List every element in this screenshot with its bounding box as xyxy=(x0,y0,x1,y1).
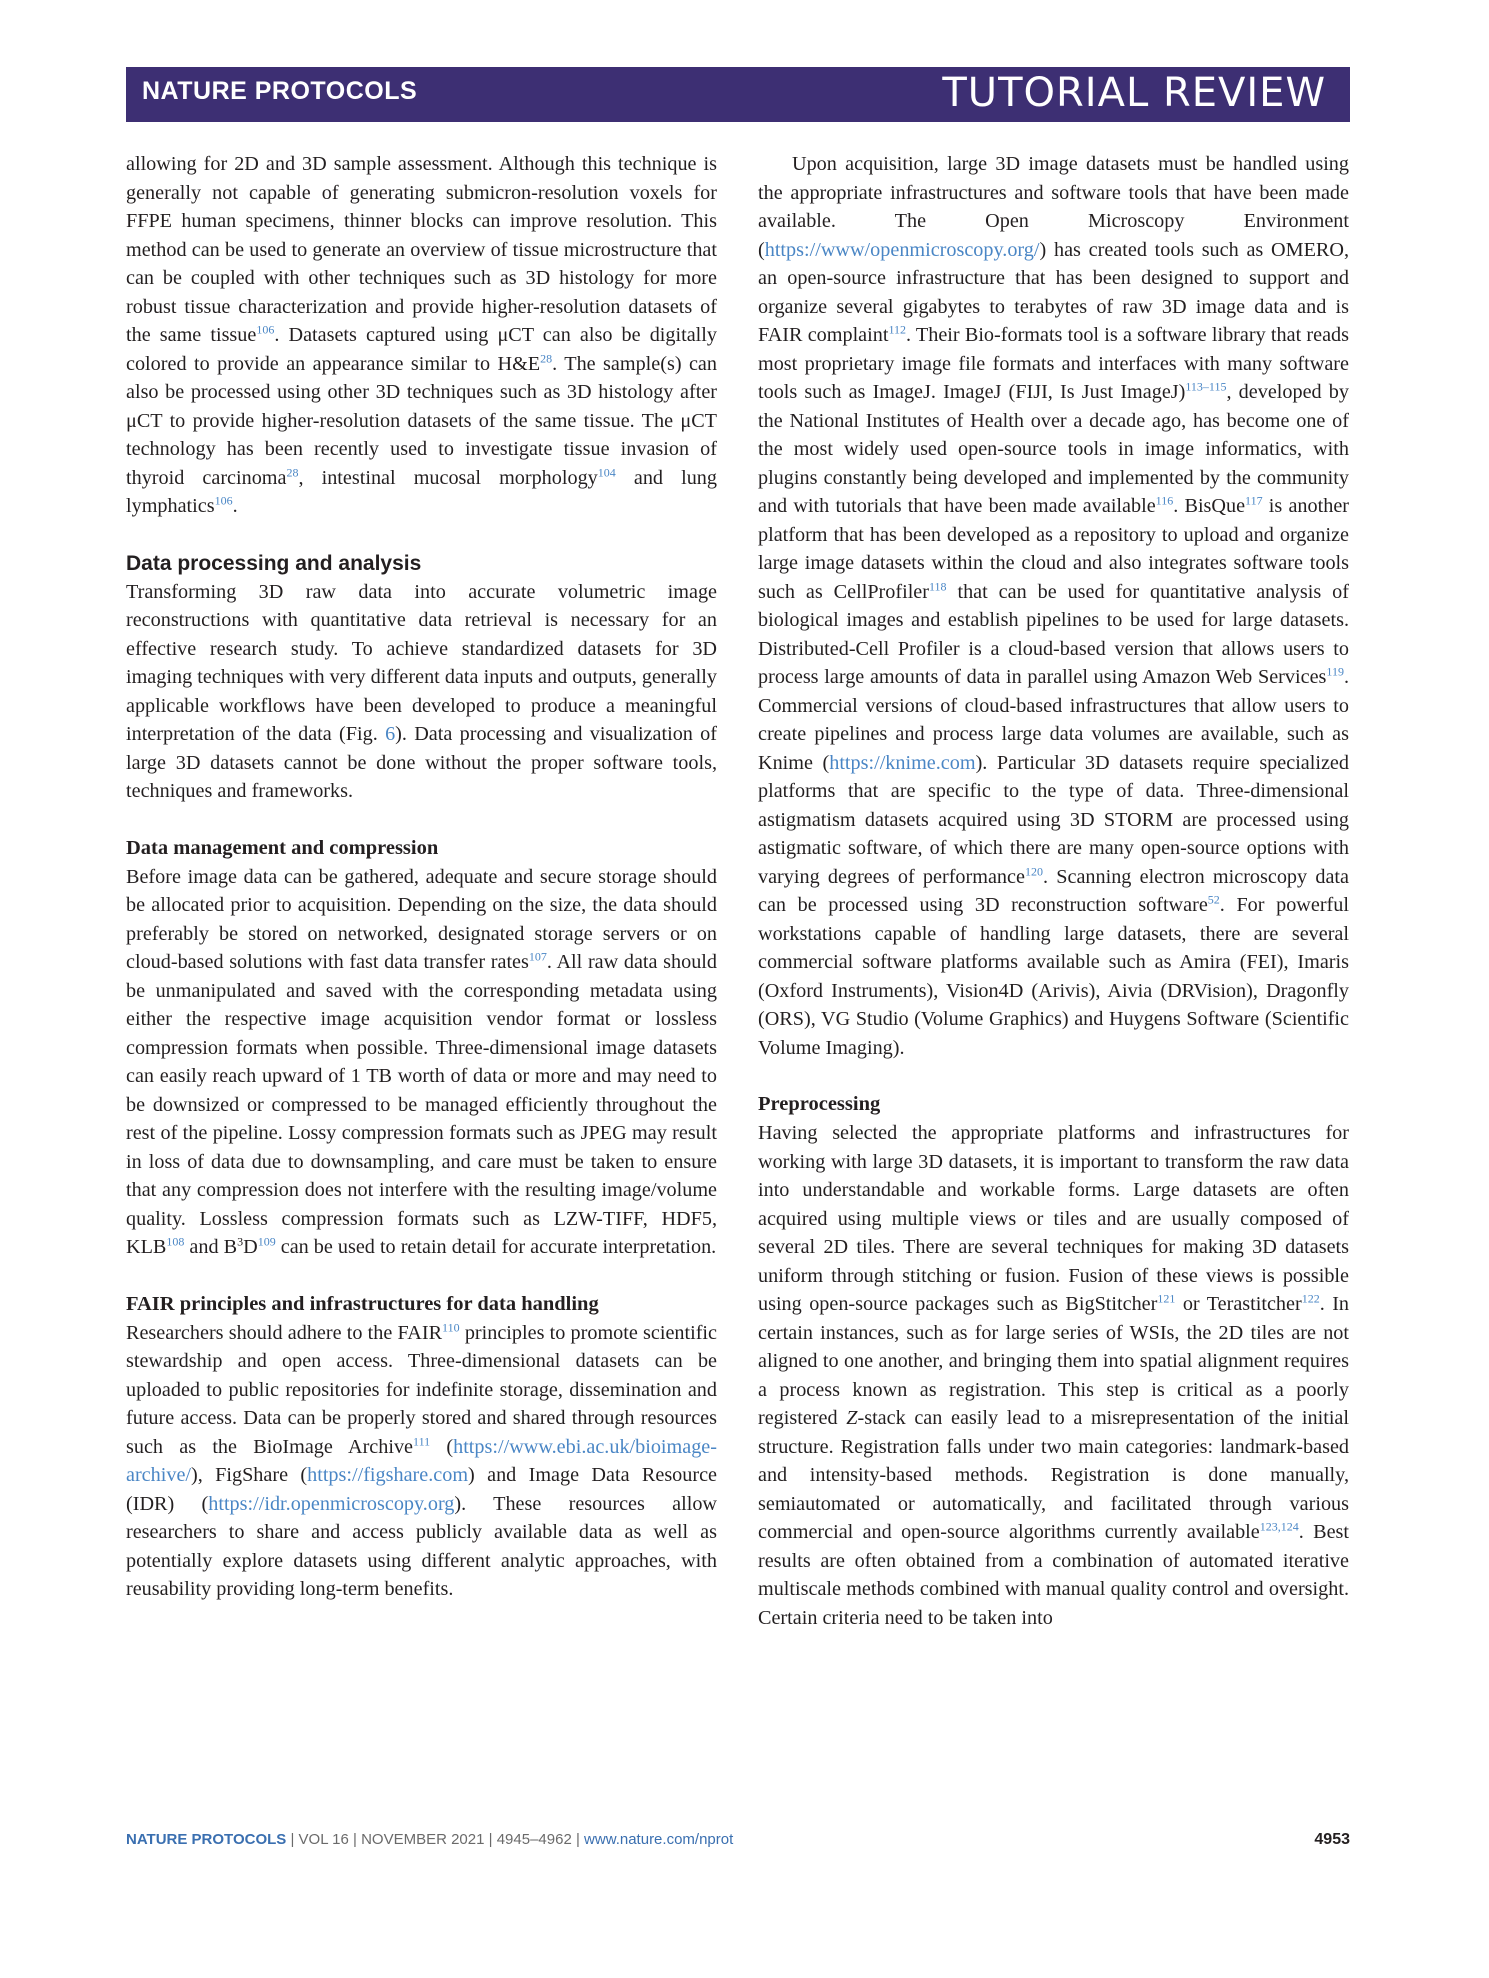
url-link[interactable]: https://knime.com xyxy=(829,751,976,774)
subsection-heading: Data management and compression xyxy=(126,836,439,859)
citation-link[interactable]: 52 xyxy=(1207,892,1220,907)
right-column xyxy=(758,150,1349,1632)
figure-link[interactable]: 6 xyxy=(385,723,396,745)
citation-link[interactable]: 121 xyxy=(1157,1291,1176,1306)
footer-date: NOVEMBER 2021 xyxy=(361,1831,485,1848)
citation-link[interactable]: 123,124 xyxy=(1259,1519,1299,1534)
url-link[interactable]: https://www/openmicroscopy.org/ xyxy=(764,238,1040,261)
citation-link[interactable]: 119 xyxy=(1326,664,1344,679)
journal-name: NATURE PROTOCOLS xyxy=(142,77,418,105)
citation-link[interactable]: 111 xyxy=(413,1433,431,1448)
citation-link[interactable]: 28 xyxy=(540,350,553,365)
subsection-heading: FAIR principles and infrastructures for data handling xyxy=(126,1292,599,1315)
citation-link[interactable]: 120 xyxy=(1024,863,1043,878)
section-heading: Data processing and analysis xyxy=(126,551,422,575)
paragraph: Transforming 3D raw data into accurate volumetric image reconstructions with quantitative data retrieval is necessary for an effective research study. To achieve standardized datasets for 3D imaging techniques with very different data inputs and outputs, generally applicable workflows have been developed to produce a meaningful interpretation of the data (Fig. 6). Data processing and visualization of large 3D datasets cannot be done without the proper software tools, techniques and frameworks. xyxy=(126,580,717,802)
page-header xyxy=(126,67,1350,122)
paragraph: allowing for 2D and 3D sample assessment. Although this technique is generally not capable of generating submicron-resolution voxels for FFPE human specimens, thinner blocks can improve resolution. This method can be used to generate an overview of tissue microstructure that can be coupled with other techniques such as 3D histology for more robust tissue characterization and provide higher-resolution datasets of the same tissue$^{106}$. Datasets captured using μCT can also be digitally colored to provide an appearance similar to $H\&E^{28}$. The sample(s) can also be processed using other 3D techniques such as 3D histology after μCT to provide higher-resolution datasets of the same tissue. The μCT technology has been recently used to investigate tissue invasion of thyroid carcinoma$^{28}$, intestinal mucosal morphology$^{104}$ and lung lymphatics$^{106}$. xyxy=(126,153,717,517)
citation-link[interactable]: 116 xyxy=(1155,493,1174,508)
citation-link[interactable]: 122 xyxy=(1301,1291,1320,1306)
superscript: 3 xyxy=(237,1234,244,1249)
left-column xyxy=(126,150,717,1604)
page-number: 4953 xyxy=(1314,1831,1350,1848)
url-link[interactable]: https://idr.openmicroscopy.org xyxy=(208,1492,455,1515)
page-footer: NATURE PROTOCOLS | VOL 16 | NOVEMBER 2021 | 4945–4962 | www.nature.com/nprot 4953 xyxy=(126,1831,1350,1848)
article-type: TUTORIAL REVIEW xyxy=(942,70,1326,116)
url-link[interactable]: https://figshare.com xyxy=(307,1464,469,1486)
subsection-heading: Preprocessing xyxy=(758,1093,881,1115)
footer-url-link[interactable]: www.nature.com/nprot xyxy=(584,1831,734,1848)
citation-link[interactable]: 106 xyxy=(214,493,233,508)
citation-link[interactable]: 117 xyxy=(1245,493,1263,508)
footer-volume: VOL 16 xyxy=(298,1831,349,1848)
citation-link[interactable]: 108 xyxy=(166,1234,185,1249)
footer-journal: NATURE PROTOCOLS xyxy=(126,1831,287,1848)
footer-pages: 4945–4962 xyxy=(496,1831,572,1848)
citation-link[interactable]: 110 xyxy=(442,1319,460,1334)
paragraph: Upon acquisition, large 3D image datasets must be handled using the appropriate infrastructures and software tools that have been made available. The Open Microscopy Environment (https://www/openmicroscopy.org/) has created tools such as OMERO, an open-source infrastructure that has been designed to support and organize several gigabytes to terabytes of raw 3D image data and is FAIR complaint$^{112}$. Their Bio-formats tool is a software library that reads most proprietary image file formats and interfaces with many software tools such as ImageJ. ImageJ (FIJI, Is Just ImageJ)$^{113-115}$, developed by the National Institutes of Health over a decade ago, has become one of the most widely used open-source tools in image informatics, with plugins constantly being developed and implemented by the community and with tutorials that have been made available$^{116}$. BisQue$^{117}$ is another platform that has been developed as a repository to upload and organize large image datasets within the cloud and also integrates software tools such as CellProfiler$^{118}$ that can be used for quantitative analysis of biological images and establish pipelines to be used for large datasets. Distributed-Cell Profiler is a cloud-based version that allows users to process large amounts of data in parallel using Amazon Web Services$^{119}$. Commercial versions of cloud-based infrastructures that allow users to create pipelines and process large data volumes are available, such as Knime (https://knime.com). Particular 3D datasets require specialized platforms that are specific to the type of data. Three-dimensional astigmatism datasets acquired using 3D STORM are processed using astigmatic software, of which there are many open-source options with varying degrees of performance$^{120}$. Scanning electron microscopy data can be processed using 3D reconstruction software$^{52}$. For powerful workstations capable of handling large datasets, there are several commercial software platforms available such as Amira (FEI), Imaris (Oxford Instruments), Vision4D (Arivis), Aivia (DRVision), Dragonfly (ORS), VG Studio (Volume Graphics) and Huygens Software (Scientific Volume Imaging). xyxy=(758,153,1350,1059)
citation-link[interactable]: 112 xyxy=(888,322,907,337)
url-link[interactable]: https://www.ebi.ac.uk/bioimage-archive/ xyxy=(126,1435,717,1486)
citation-link[interactable]: 113–115 xyxy=(1185,379,1227,394)
paragraph: Before image data can be gathered, adequate and secure storage should be allocated prior to acquisition. Depending on the size, the data should preferably be stored on networked, designated storage servers or on cloud-based solutions with fast data transfer rates$^{107}$. All raw data should be unmanipulated and saved with the corresponding metadata using either the respective image acquisition vendor format or lossless compression formats when possible. Three-dimensional image datasets can easily reach upward of 1 TB worth of data or more and may need to be downsized or compressed to be managed efficiently throughout the rest of the pipeline. Lossy compression formats such as JPEG may result in loss of data due to downsampling, and care must be taken to ensure that any compression does not interfere with the resulting image/volume quality. Lossless compression formats such as LZW-TIFF, HDF5, KLB$^{108}$ and $B^3D^{109}$ can be used to retain detail for accurate interpretation. xyxy=(126,865,717,1258)
citation-link[interactable]: 107 xyxy=(528,949,547,964)
citation-link[interactable]: 106 xyxy=(256,322,275,337)
citation-link[interactable]: 28 xyxy=(286,464,299,479)
paragraph: Researchers should adhere to the FAIR$^{110}$ principles to promote scientific stewardship and open access. Three-dimensional datasets can be uploaded to public repositories for indefinite storage, dissemination and future access. Data can be properly stored and shared through resources such as the BioImage Archive$^{111}$ (https://www.ebi.ac.uk/bioimage-archive/), FigShare (https://figshare.com) and Image Data Resource (IDR) (https://idr.openmicroscopy.org). These resources allow researchers to share and access publicly available data as well as potentially explore datasets using different analytic approaches, with reusability providing long-term benefits. xyxy=(126,1319,718,1600)
citation-link[interactable]: 109 xyxy=(257,1234,276,1249)
citation-link[interactable]: 118 xyxy=(928,578,947,593)
citation-link[interactable]: 104 xyxy=(597,464,616,479)
paragraph: Having selected the appropriate platforms and infrastructures for working with large 3D datasets, it is important to transform the raw data into understandable and workable forms. Large datasets are often acquired using multiple views or tiles and are usually composed of several 2D tiles. There are several techniques for making 3D datasets uniform through stitching or fusion. Fusion of these views is possible using open-source packages such as BigStitcher$^{121}$ or Terastitcher$^{122}$. In certain instances, such as for large series of WSIs, the 2D tiles are not aligned to one another, and bringing them into spatial alignment requires a process known as registration. This step is critical as a poorly registered Z-stack can easily lead to a misrepresentation of the initial structure. Registration falls under two main categories: landmark-based and intensity-based methods. Registration is done manually, semiautomated or automatically, and facilitated through various commercial and open-source algorithms currently available$^{123,124}$. Best results are often obtained from a combination of automated iterative multiscale methods combined with manual quality control and oversight. Certain criteria need to be taken into xyxy=(758,1122,1350,1629)
